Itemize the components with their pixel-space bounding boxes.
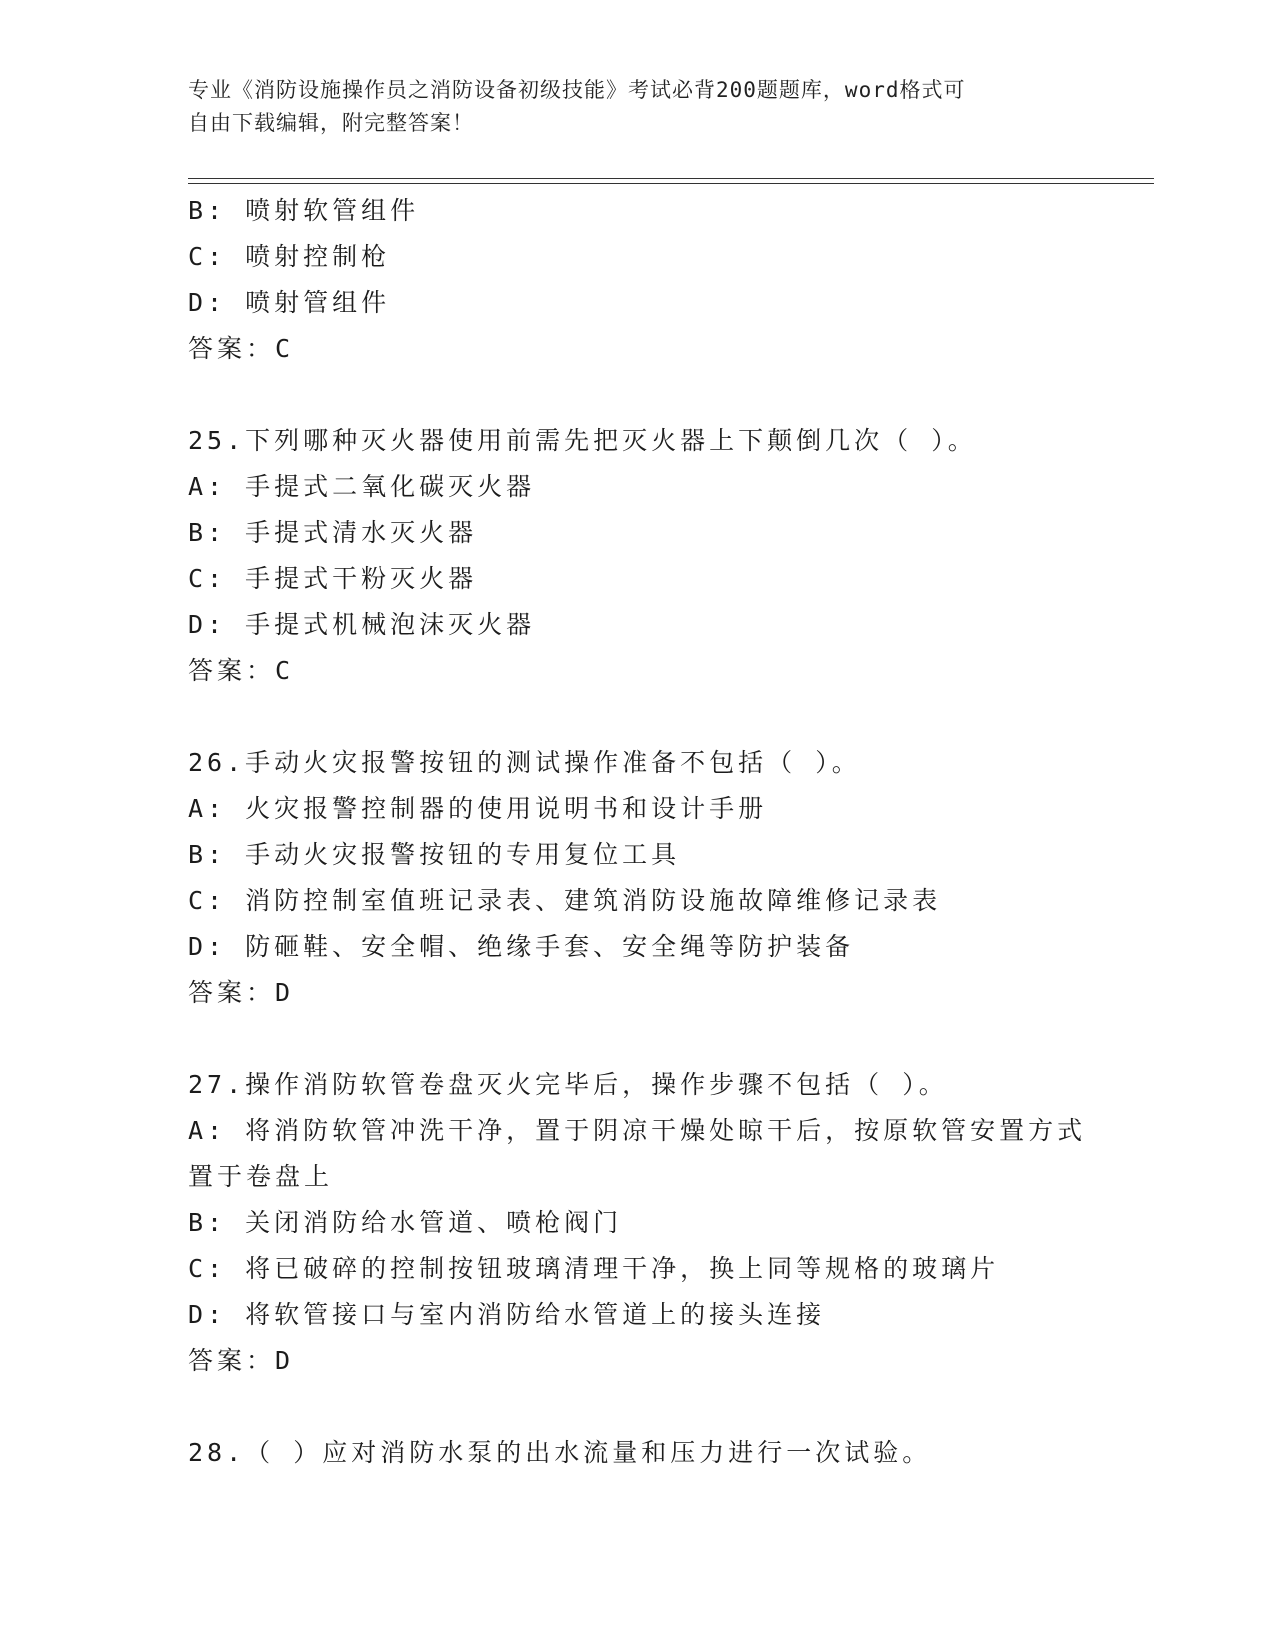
option-c: C: 手提式干粉灭火器 <box>188 564 478 593</box>
header-line-1: 专业《消防设施操作员之消防设备初级技能》考试必背200题题库，word格式可 <box>188 78 966 102</box>
option-c: C: 喷射控制枪 <box>188 242 391 271</box>
question-25 <box>188 418 1088 694</box>
answer: 答案：D <box>188 1346 295 1375</box>
option-c: C: 将已破碎的控制按钮玻璃清理干净，换上同等规格的玻璃片 <box>188 1254 1000 1283</box>
header-rule-bottom <box>188 183 1154 184</box>
question-text: 26.手动火灾报警按钮的测试操作准备不包括（ ）。 <box>188 748 861 777</box>
option-a: A: 手提式二氧化碳灭火器 <box>188 472 536 501</box>
option-b: B: 手动火灾报警按钮的专用复位工具 <box>188 840 681 869</box>
option-a-line-1: A: 将消防软管冲洗干净，置于阴凉干燥处晾干后，按原软管安置方式 <box>188 1116 1087 1145</box>
option-b: B: 手提式清水灭火器 <box>188 518 478 547</box>
question-text: 27.操作消防软管卷盘灭火完毕后，操作步骤不包括（ ）。 <box>188 1070 948 1099</box>
option-d: D: 喷射管组件 <box>188 288 391 317</box>
question-28 <box>188 1430 1088 1476</box>
question-26 <box>188 740 1088 1016</box>
question-text: 28.（ ）应对消防水泵的出水流量和压力进行一次试验。 <box>188 1438 932 1467</box>
option-c: C: 消防控制室值班记录表、建筑消防设施故障维修记录表 <box>188 886 942 915</box>
option-b: B: 喷射软管组件 <box>188 196 420 225</box>
question-list <box>188 188 1088 1476</box>
question-text: 25.下列哪种灭火器使用前需先把灭火器上下颠倒几次（ ）。 <box>188 426 977 455</box>
document-header <box>188 74 1068 140</box>
question-24 <box>188 188 1088 372</box>
question-27 <box>188 1062 1088 1384</box>
answer: 答案：C <box>188 334 295 363</box>
option-d: D: 手提式机械泡沫灭火器 <box>188 610 536 639</box>
option-a: A: 火灾报警控制器的使用说明书和设计手册 <box>188 794 768 823</box>
option-d: D: 将软管接口与室内消防给水管道上的接头连接 <box>188 1300 826 1329</box>
header-line-2: 自由下载编辑，附完整答案！ <box>188 111 474 135</box>
option-a-line-2: 置于卷盘上 <box>188 1162 334 1191</box>
spacer <box>188 694 1088 740</box>
header-rule-top <box>188 178 1154 179</box>
spacer <box>188 372 1088 418</box>
answer: 答案：C <box>188 656 295 685</box>
answer: 答案：D <box>188 978 295 1007</box>
spacer <box>188 1016 1088 1062</box>
spacer <box>188 1384 1088 1430</box>
option-b: B: 关闭消防给水管道、喷枪阀门 <box>188 1208 623 1237</box>
option-d: D: 防砸鞋、安全帽、绝缘手套、安全绳等防护装备 <box>188 932 855 961</box>
